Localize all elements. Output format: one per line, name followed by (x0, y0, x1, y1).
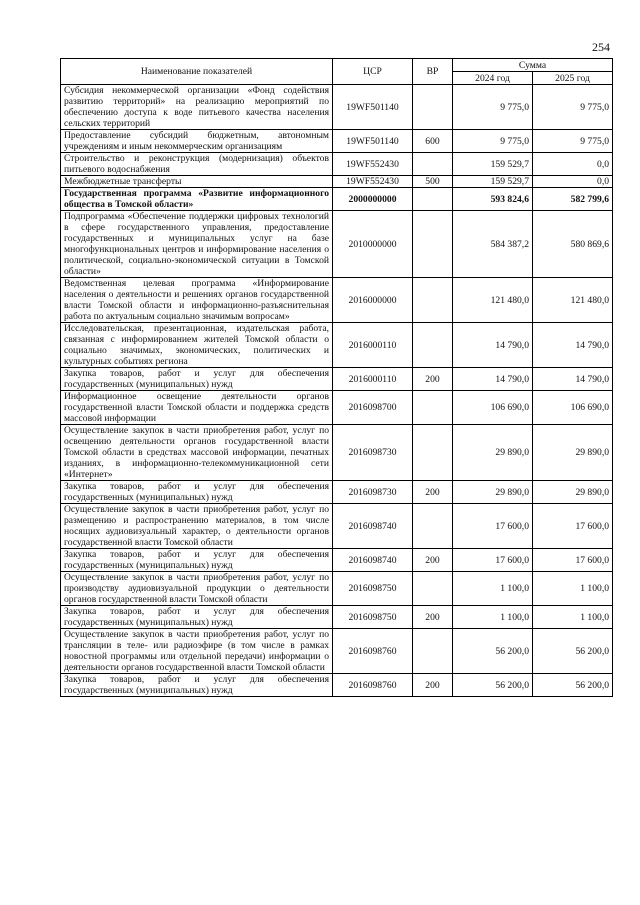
row-name: Строительство и реконструкция (модернизация) объектов питьевого водоснабжения (61, 153, 333, 176)
table-row (61, 153, 613, 176)
row-vr (413, 188, 453, 211)
row-name: Ведомственная целевая программа «Информирование населения о деятельности и решениях органов государственной власти Томской области и информационно-разъяснительная работа по актуальным социально значимым вопросам» (61, 278, 333, 323)
row-csr: 2016098750 (333, 606, 413, 629)
row-sum-2025: 106 690,0 (533, 391, 613, 425)
row-sum-2024: 121 480,0 (453, 278, 533, 323)
row-vr: 200 (413, 606, 453, 629)
row-sum-2024: 159 529,7 (453, 153, 533, 176)
row-vr: 200 (413, 549, 453, 572)
row-csr: 2000000000 (333, 188, 413, 211)
row-name: Подпрограмма «Обеспечение поддержки цифровых технологий в сфере государственного управления, предоставление государственных и муниципальных услуг на базе многофункциональных центров и информирование населения о политической, социально-экономической ситуации в Томской области» (61, 211, 333, 278)
row-sum-2025: 1 100,0 (533, 606, 613, 629)
row-csr: 2016000000 (333, 278, 413, 323)
row-vr (413, 629, 453, 674)
row-name: Межбюджетные трансферты (61, 176, 333, 188)
row-sum-2025: 14 790,0 (533, 323, 613, 368)
header-sum: Сумма (453, 59, 613, 72)
header-vr: ВР (413, 59, 453, 85)
row-sum-2025: 580 869,6 (533, 211, 613, 278)
row-name: Осуществление закупок в части приобретения работ, услуг по трансляции в теле- или радиоэфире (в том числе в рамках новостной программы или отдельной передачи) информации о деятельности органов государственной власти Томской области (61, 629, 333, 674)
row-csr: 19WF501140 (333, 130, 413, 153)
row-sum-2025: 582 799,6 (533, 188, 613, 211)
row-csr: 2016000110 (333, 323, 413, 368)
row-sum-2024: 56 200,0 (453, 629, 533, 674)
table-row (61, 629, 613, 674)
table-row (61, 278, 613, 323)
row-vr: 200 (413, 368, 453, 391)
row-vr (413, 425, 453, 481)
row-csr: 2016098730 (333, 425, 413, 481)
row-csr: 2016098730 (333, 481, 413, 504)
row-csr: 19WF552430 (333, 153, 413, 176)
row-vr (413, 572, 453, 606)
table-row (61, 368, 613, 391)
row-vr: 600 (413, 130, 453, 153)
table-row (61, 572, 613, 606)
row-sum-2025: 1 100,0 (533, 572, 613, 606)
row-name: Государственная программа «Развитие информационного общества в Томской области» (61, 188, 333, 211)
row-sum-2024: 14 790,0 (453, 323, 533, 368)
row-vr (413, 504, 453, 549)
row-vr (413, 153, 453, 176)
header-csr: ЦСР (333, 59, 413, 85)
table-row (61, 211, 613, 278)
row-sum-2024: 14 790,0 (453, 368, 533, 391)
header-name: Наименование показателей (61, 59, 333, 85)
row-csr: 2016000110 (333, 368, 413, 391)
row-name: Исследовательская, презентационная, издательская работа, связанная с информированием жителей Томской области о социально значимых, экономических, политических и культурных событиях региона (61, 323, 333, 368)
row-name: Закупка товаров, работ и услуг для обеспечения государственных (муниципальных) нужд (61, 674, 333, 697)
row-sum-2025: 0,0 (533, 153, 613, 176)
row-vr: 200 (413, 481, 453, 504)
row-name: Предоставление субсидий бюджетным, автономным учреждениям и иным некоммерческим организациям (61, 130, 333, 153)
table-row (61, 176, 613, 188)
row-sum-2024: 1 100,0 (453, 572, 533, 606)
page-number: 254 (592, 40, 610, 54)
row-name: Закупка товаров, работ и услуг для обеспечения государственных (муниципальных) нужд (61, 481, 333, 504)
row-sum-2025: 29 890,0 (533, 481, 613, 504)
row-vr: 500 (413, 176, 453, 188)
table-row (61, 425, 613, 481)
row-name: Осуществление закупок в части приобретения работ, услуг по освещению деятельности органов государственной власти Томской области в средствах массовой информации, печатных изданиях, в информационно-телекоммуникационной сети «Интернет» (61, 425, 333, 481)
row-sum-2024: 584 387,2 (453, 211, 533, 278)
row-csr: 2016098740 (333, 504, 413, 549)
budget-table (60, 58, 613, 697)
row-sum-2024: 17 600,0 (453, 504, 533, 549)
row-vr: 200 (413, 674, 453, 697)
row-sum-2024: 29 890,0 (453, 425, 533, 481)
row-vr (413, 278, 453, 323)
row-name: Осуществление закупок в части приобретения работ, услуг по размещению и распространению материалов, в том числе носящих аудиовизуальный характер, о деятельности органов государственной власти Томской области (61, 504, 333, 549)
row-name: Информационное освещение деятельности органов государственной власти Томской области и поддержка средств массовой информации (61, 391, 333, 425)
row-sum-2024: 17 600,0 (453, 549, 533, 572)
row-sum-2024: 56 200,0 (453, 674, 533, 697)
row-sum-2024: 106 690,0 (453, 391, 533, 425)
row-sum-2025: 0,0 (533, 176, 613, 188)
row-sum-2024: 9 775,0 (453, 85, 533, 130)
row-sum-2025: 56 200,0 (533, 674, 613, 697)
header-2025: 2025 год (533, 72, 613, 85)
row-sum-2024: 593 824,6 (453, 188, 533, 211)
row-sum-2025: 9 775,0 (533, 85, 613, 130)
row-sum-2024: 159 529,7 (453, 176, 533, 188)
row-csr: 2016098760 (333, 674, 413, 697)
row-csr: 2016098760 (333, 629, 413, 674)
row-sum-2025: 9 775,0 (533, 130, 613, 153)
row-csr: 2016098700 (333, 391, 413, 425)
row-csr: 19WF552430 (333, 176, 413, 188)
row-sum-2025: 17 600,0 (533, 549, 613, 572)
row-name: Закупка товаров, работ и услуг для обеспечения государственных (муниципальных) нужд (61, 368, 333, 391)
row-sum-2024: 9 775,0 (453, 130, 533, 153)
table-body (61, 85, 613, 697)
table-row (61, 391, 613, 425)
table-row (61, 85, 613, 130)
row-vr (413, 85, 453, 130)
table-row (61, 674, 613, 697)
row-name: Закупка товаров, работ и услуг для обеспечения государственных (муниципальных) нужд (61, 549, 333, 572)
table-row (61, 481, 613, 504)
row-csr: 19WF501140 (333, 85, 413, 130)
table-row (61, 130, 613, 153)
row-sum-2024: 1 100,0 (453, 606, 533, 629)
table-row (61, 188, 613, 211)
table-row (61, 323, 613, 368)
table-row (61, 504, 613, 549)
header-2024: 2024 год (453, 72, 533, 85)
row-sum-2025: 14 790,0 (533, 368, 613, 391)
table-row (61, 549, 613, 572)
row-name: Закупка товаров, работ и услуг для обеспечения государственных (муниципальных) нужд (61, 606, 333, 629)
row-vr (413, 391, 453, 425)
table-row (61, 606, 613, 629)
row-sum-2025: 56 200,0 (533, 629, 613, 674)
row-name: Субсидия некоммерческой организации «Фонд содействия развитию территорий» на реализацию мероприятий по обеспечению доступа к воде питьевого качества населения сельских территорий (61, 85, 333, 130)
row-name: Осуществление закупок в части приобретения работ, услуг по производству аудиовизуальной продукции о деятельности органов государственной власти Томской области (61, 572, 333, 606)
row-sum-2025: 17 600,0 (533, 504, 613, 549)
row-vr (413, 211, 453, 278)
row-sum-2025: 29 890,0 (533, 425, 613, 481)
row-csr: 2016098740 (333, 549, 413, 572)
row-csr: 2016098750 (333, 572, 413, 606)
row-vr (413, 323, 453, 368)
row-sum-2025: 121 480,0 (533, 278, 613, 323)
row-csr: 2010000000 (333, 211, 413, 278)
row-sum-2024: 29 890,0 (453, 481, 533, 504)
